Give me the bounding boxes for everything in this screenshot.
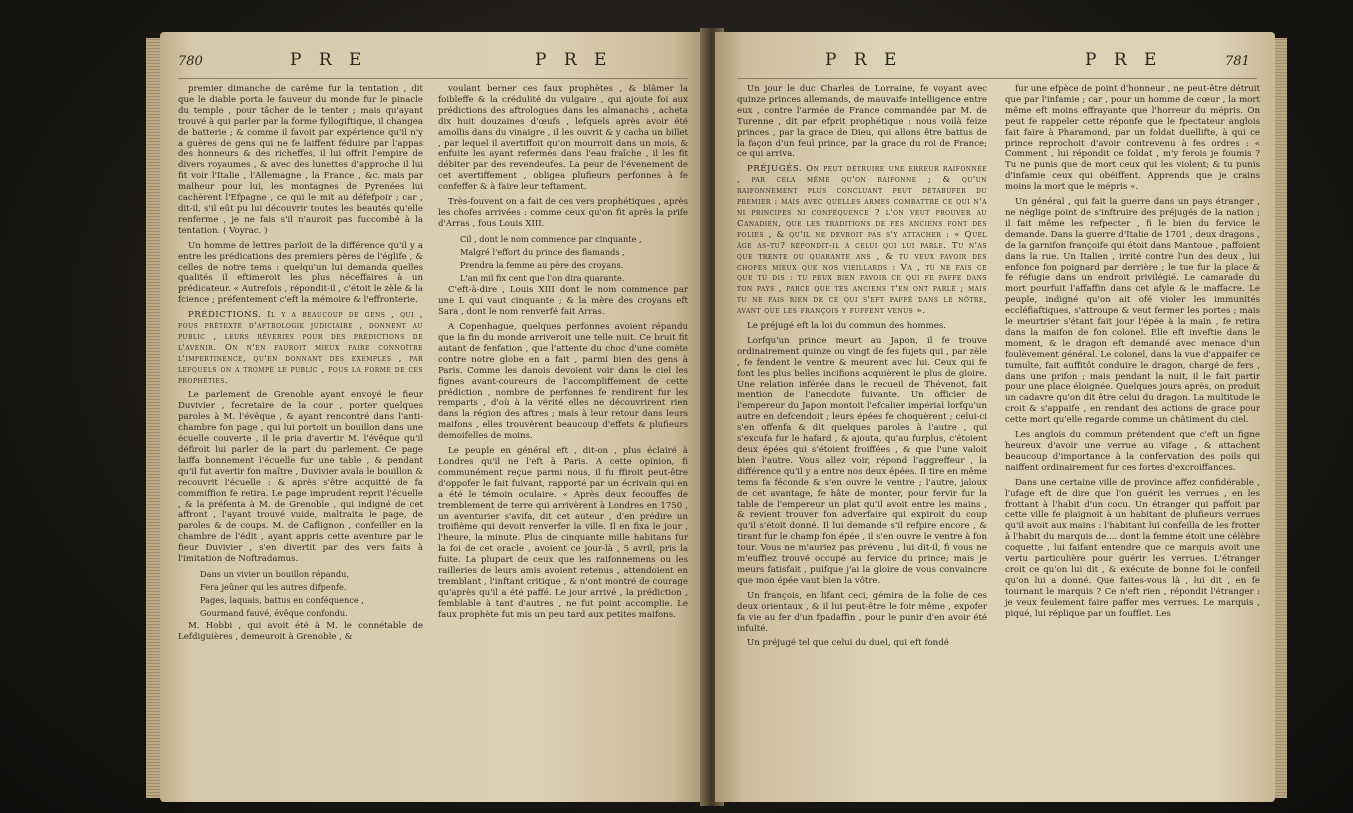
paragraph: Un homme de lettres parloit de la différence qu'il y a entre les prédications des premiers pères de l'églife , & celles de notre tems : quelqu'un lui demanda quelles qualités il eftimeroit les plus néceffaires à un prédicateur. « Autrefois , répondit-il , c'étoit le zèle & la fcience ; préfentement c'eft la mémoire & l'effronterie. [178, 240, 423, 306]
verse-line: Fera jeûner qui les autres difpenfe. [200, 581, 347, 592]
right-page-column-1 [737, 84, 987, 653]
running-head-right-col1: P R E [825, 50, 903, 70]
paragraph: voulant berner ces faux prophètes , & blâmer la foibleffe & la crédulité du vulgaire , qui ajoute foi aux prédictions des aftrologues dans les almanachs , acheta dix huit douzaines d'œufs , lefquels après avoir été amollis dans du vinaigre , il les ouvrit & y cacha un billet , par lequel il avertiffoit qu'on mourroit dans un mois, & enfuite les ayant refermés dans l'eau fraîche , il les fit débiter par des revendeufes. La peur de l'évenement de cet avertiffement , obligea plufieurs perfonnes à fe confeffer & à faire leur teftament. [438, 84, 688, 193]
verse-line: Prendra la femme au père des croyans. [460, 259, 624, 270]
paragraph: Très-fouvent on a fait de ces vers prophétiques , après les chofes arrivées : comme ceux qu'on fit après la prife d'Arras , fous Louis XIII. [438, 197, 688, 229]
paragraph: fur une efpèce de point d'honneur , ne peut-être détruit que par l'infamie ; car , pour un homme de cœur , la mort même eft moins effrayante que l'horreur du mépris. On peut fe rappeler cette réponfe que le fpectateur anglois fait faire à Pharamond, par un foldat duellifte, à qui ce prince reprochoit d'avoir contrevenu à fes ordres : « Comment , lui répondit ce foldat , m'y ferois je foumis ? Tu ne punis que de mort ceux qui les violent; & tu punis d'infamie ceux qui obéiffent. Apprends que je crains moins la mort que le mépris «. [1005, 84, 1260, 193]
left-page [160, 32, 705, 802]
paragraph: M. Hobbi , qui avoit été à M. le connétable de Lefdiguières , demeuroit à Grenoble , & [178, 620, 423, 642]
page-edges-left [146, 38, 160, 798]
paragraph: Dans une certaine ville de province affez confidérable , l'ufage eft de dire que l'on guérit les verrues , en les frottant à l'habit d'un cocu. Un étranger qui paffoit par cette ville fe plaignoit à un habitant de plufieurs verrues qu'il avoit aux mains : l'habitant lui confeilla de les frotter à l'habit du marquis de.... dont la femme étoit une célèbre coquette , lui faifant entendre que ce marquis avoit une vertu particulière pour guérir les verrues. L'étranger croit ce qu'on lui dit , & exécute de bonne foi le confeil qu'on lui a donné. Que faites-vous là , lui dit , en fe tournant le marquis ? Ce n'eft rien , répondit l'étranger : je veux feulement faire paffer mes verrues. Le marquis , piqué, lui réplique par un foufflet. Les [1005, 477, 1260, 619]
paragraph: C'eft-à-dire , Louis XIII dont le nom commence par une L qui vaut cinquante ; & la mère des croyans eft Sara , dont le nom renverfé fait Arras. [438, 285, 688, 318]
right-page [715, 32, 1275, 802]
verse-line: Dans un vivier un bouillon répandu, [200, 568, 350, 579]
paragraph: Lorfqu'un prince meurt au Japon, il fe trouve ordinairement quinze ou vingt de fes fujets qui , par zèle , fe fendent le ventre & meurent avec lui. Ceux qui fe font les plus belles incifions acquièrent le plus de gloire. Une relation inférée dans le recueil de Thévenot, fait mention de l'anecdote fuivante. Un officier de l'empereur du Japon montoit l'efcalier impérial lorfqu'un autre en defcendoit ; leurs épées fe choquèrent ; celui-ci s'en offenfa & dit quelques paroles à l'autre , qui s'excufa fur le hafard , & ajouta, qu'au furplus, c'étoient deux épées qui s'étoient froiffées , & que l'une valoit bien l'autre. Vous allez voir, répond l'aggreffeur , la différence qu'il y a entre nos deux épées. Il tire en même tems fa féconde & s'en ouvre le ventre ; l'autre, jaloux de cet avantage, fe hâte de monter, pour fervir fur la table de l'empereur un plat qu'il avoit entre les mains , & revient trouver fon adverfaire qui expiroit du coup qu'il s'étoit donné. Il lui demande s'il refpire encore , & tirant fur le champ fon épée , il s'en ouvre le ventre à fon tour. Vous ne m'auriez pas prévenu , lui dit-il, fi vous ne m'euffiez trouvé occupé au fervice du prince; mais je meurs fatisfait , puifque j'ai la gloire de vous convaincre que mon épée vaut bien la vôtre. [737, 335, 987, 586]
open-book [140, 20, 1300, 810]
paragraph: Le préjugé eft la loi du commun des hommes. [747, 321, 947, 332]
right-page-column-2 [1005, 84, 1260, 624]
verse-line: Gourmand fauvé, évêque confondu. [200, 607, 348, 618]
paragraph: Un jour le duc Charles de Lorraine, fe voyant avec quinze princes allemands, de mauvaife intelligence entre eux , contre l'armée de France commandée par M. de Turenne , dit par efprit prophétique : nous voilà feize princes , par la grace de Dieu, qui allons être battus de la façon d'un feul prince, par la grace du roi de France; ce qui arriva. [737, 84, 987, 160]
header-rule [178, 78, 688, 79]
page-number-left: 780 [178, 54, 203, 69]
running-head-left-col2: P R E [535, 50, 613, 70]
left-page-column-1 [178, 84, 423, 646]
running-head-right-col2: P R E [1085, 50, 1163, 70]
running-head-left-col1: P R E [290, 50, 368, 70]
paragraph: PRÉJUGÉS. On peut détruire une erreur raifonnée , par cela même qu'on raifonne ; & qu'un raifonnement plus concluant peut détabufer du premier : mais avec quelles armes combattre ce qui n'a ni principes ni conféquence ? l'on veut prouver au Canadien, que les traditions de fes anciens font des folies , & qu'il ne devroit pas s'y attacher : « Quel âge as-tu? répondit-il à celui qui lui parle. Tu n'as que trente ou quarante ans , & tu veux favoir des chofes mieux que nos vieillards : Va , tu ne fais ce que tu dis : tu peux bien favoir ce qui fe paffe dans ton pays , parce que tes anciens t'en ont parlé ; mais tu ne fais rien de ce qui s'eft paffé dans le nôtre, avant que les françois y fuffent venus ». [737, 164, 987, 317]
paragraph: Un général , qui fait la guerre dans un pays étranger , ne néglige point de s'inftruire des préjugés de la nation ; il fait même les refpecter , fi le bien du fervice le demande. Dans la guerre d'Italie de 1701 , deux dragons , de la garnifon françoife qui étoit dans Mantoue , paffoient dans la rue. Un Italien , irrité contre l'un des deux , lui enfonce fon poignard par derrière ; le tue fur la place & fe réfugie dans un endroit privilégié. Le camarade du mort pourfuit l'affaffin dans cet afyle & le maffacre. Le peuple, indigné qu'on ait ofé violer les immunités eccléfiaftiques, s'attroupe & veut fermer les portes ; mais le meurtrier s'étant fait jour l'épée à la main , fe retira dans la maifon de fon colonel. Elle eft inveftie dans le moment, & le dragon eft demandé avec menace d'un foulèvement général. Le colonel, dans la vue d'appaifer ce tumulte, fait auffitôt conduire le dragon, chargé de fers , dans une prifon ; mais pendant la nuit, il le fait partir pour une place éloignée. Quelques jours après, on produit un cadavre qu'on dit être celui du dragon. La multitude le croit & s'appaife , en rendant des actions de grace pour cette mort qu'elle regarde comme un châtiment du ciel. [1005, 197, 1260, 426]
verse-line: L'an mil fix cent que l'on dira quarante. [460, 272, 625, 283]
page-number-right: 781 [1225, 54, 1250, 69]
verse-line: Cil , dont le nom commence par cinquante , [460, 233, 642, 244]
paragraph: Un préjugé tel que celui du duel, qui eft fondé [747, 638, 949, 649]
left-page-column-2 [438, 84, 688, 625]
page-edges-right [1273, 38, 1287, 798]
paragraph: Un françois, en lifant ceci, gémira de la folie de ces deux orientaux , & il lui peut-être le foir même , expofer fa vie au fer d'un fpadaffin , pour le punir d'en avoir été infulté. [737, 590, 987, 634]
paragraph: Le peuple en général eft , dit-on , plus éclairé à Londres qu'il ne l'eft à Paris. A cette opinion, fi communément reçue parmi nous, il fu ffiroit peut-être d'oppofer le fait fuivant, rapporté par un écrivain qui en a été le témoin oculaire. « Après deux fecouffes de tremblement de terre qui arrivèrent à Londres en 1750 , un aventurier s'avifa, dit cet auteur , d'en prédire un troifième qui devoit renverfer la ville. Il en fixa le jour , l'heure, la minute. Plus de cinquante mille habitans fur la foi de cet oracle , avoient ce jour-là , 5 avril, pris la fuite. La plupart de ceux que les raifonnemens ou les railleries de leurs amis avoient retenus , attendoient en tremblant , l'inftant critique , & n'ont montré de courage qu'après qu'il a été paffé. Le jour arrivé , la prédiction , femblable à tant d'autres , ne fut point accomplie. Le faux prophète fut mis un peu tard aux petites maifons. [438, 446, 688, 620]
paragraph: A Copenhague, quelques perfonnes avoient répandu que la fin du monde arriveroit une telle nuit. Ce bruit fit autant de fenfation , que l'attente du choc d'une comète contre notre globe en a fait , parmi bien des gens à Paris. Comme les danois devoient voir dans le ciel les fignes avant-coureurs de l'accompliffement de cette prédiction , nombre de perfonnes fe rendirent fur les remparts , d'où à la vérité elles ne découvrirent rien dans la région des aftres ; mais à leur retour dans leurs maifons , elles trouvèrent beaucoup d'effets & plufieurs demoifelles de moins. [438, 322, 688, 442]
paragraph: Les anglois du commun prétendent que c'eft un figne heureux d'avoir une verrue au vifage , & attachent beaucoup d'importance à la confervation des poils qui naiffent ordinairement fur ces fortes d'excroiffances. [1005, 430, 1260, 473]
verse-line: Malgré l'effort du prince des flamands , [460, 246, 625, 257]
header-rule [737, 78, 1257, 79]
paragraph: PRÉDICTIONS. Il y a beaucoup de gens , qui , fous prétexte d'aftrologie judiciaire , donnent au public , leurs rêveries pour des prédictions de l'avenir. On n'en fauroit mieux faire connoître l'impertinence, qu'en donnant des exemples , par lefquels on a trompé le public , fous la forme de ces prophéties. [178, 310, 423, 386]
paragraph: premier dimanche de carême fur la tentation , dit que le diable porta le fauveur du monde fur le pinacle du temple , pour tâcher de le tenter ; mais qu'ayant trouvé à qui parler par la forme fyllogiftique, il changea de batterie ; & comme il favoit par expérience qu'il n'y a guères de gens qui ne fe laiffent féduire par l'appas des honneurs & des richeffes, il lui offrit l'empire de divers royaumes , & avec des lunettes d'approche il lui fit voir l'Italie , l'Allemagne , la France , &c. mais par malheur pour lui, les montagnes de Pyrenées lui cachèrent l'Efpagne , ce qui le mit au défefpoir ; car , dit-il, s'il eût pu lui découvrir toutes les beautés qu'elle renferme , je ne fais s'il n'auroit pas fuccombé à la tentation. ( Voyrac. ) [178, 84, 423, 236]
paragraph: Le parlement de Grenoble ayant envoyé le fieur Duvivier , fecretaire de la cour , porter quelques paroles à M. l'évêque , & ayant rencontré dans l'anti-chambre fon page , qui lui portoit un bouillon dans une écuelle couverte , il le pria d'avertir M. l'évêque qu'il défiroit lui parler de la part du parlement. Ce page laiffa bonnement l'écuelle fur une table , & pendant qu'il fut avertir fon maître , Duvivier avala le bouillon & recouvrit l'écuelle : & après s'être acquitté de fa commiffion fe retira. Le page imprudent reprit l'écuelle , & la préfenta à M. de Grenoble , qui indigné de cet affront , l'ayant trouvé vuide, maltraita le page, de paroles & de coups. M. de Caflignon , confeiller en la chambre de l'édit , ayant appris cette aventure par le fieur Duvivier , s'en divertit par des vers faits à l'imitation de Noftradamus. [178, 390, 423, 565]
verse-line: Pages, laquais, battus en conféquence , [200, 594, 364, 605]
